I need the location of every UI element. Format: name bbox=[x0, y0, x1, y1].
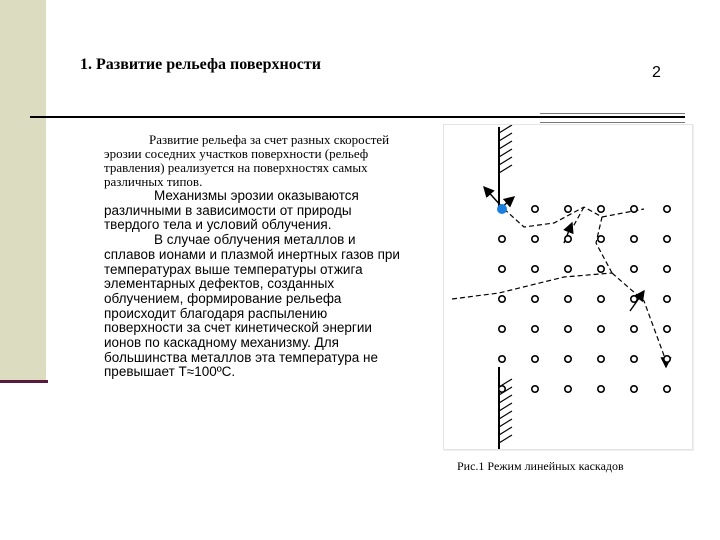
lattice-atom bbox=[631, 236, 637, 242]
lattice-atom bbox=[499, 266, 505, 272]
paragraph-irradiation: В случае облучения металлов и сплавов ионами и плазмой инертных газов при температурах выше температуры отжига элементарных дефектов, созданных облучением, формирование рельефа происходит благодаря распылению поверхности за счет кинетической энергии ионов по каскадному механизму. Для большинства металлов эта температура не превышает T≈100ºC. bbox=[104, 232, 400, 380]
lattice-atom bbox=[664, 206, 670, 212]
lattice-atom bbox=[565, 386, 571, 392]
lattice-atom bbox=[532, 356, 538, 362]
lattice-atom bbox=[631, 386, 637, 392]
lattice-atom bbox=[598, 296, 604, 302]
lattice-atom bbox=[565, 356, 571, 362]
lattice-atom bbox=[499, 386, 505, 392]
lattice-atom bbox=[499, 326, 505, 332]
lattice-atom bbox=[664, 326, 670, 332]
lattice-atom bbox=[631, 206, 637, 212]
lattice-atom bbox=[499, 296, 505, 302]
paragraph-relief: Развитие рельефа за счет разных скоростей эрозии соседних участков поверхности (рельеф травления) реализуется на поверхностях самых различных типов. bbox=[104, 132, 390, 189]
lattice-atom bbox=[598, 326, 604, 332]
title-divider-accent bbox=[540, 113, 685, 123]
lattice-atom bbox=[565, 296, 571, 302]
lattice-atom bbox=[565, 236, 571, 242]
cascade-figure bbox=[443, 124, 693, 450]
lattice-atom bbox=[598, 356, 604, 362]
lattice-atom bbox=[565, 326, 571, 332]
lattice-atom bbox=[664, 236, 670, 242]
paragraph-mechanisms: Механизмы эрозии оказываются различными в зависимости от природы твердого тела и условий облучения. bbox=[104, 188, 359, 233]
highlighted-surface-atom bbox=[497, 204, 507, 214]
page-number: 2 bbox=[652, 64, 661, 81]
slide-title: 1. Развитие рельефа поверхности bbox=[80, 56, 321, 73]
lattice-atom bbox=[532, 386, 538, 392]
lattice-atom bbox=[631, 266, 637, 272]
lattice-atom bbox=[598, 386, 604, 392]
lattice-atom bbox=[598, 266, 604, 272]
lattice-atom bbox=[598, 206, 604, 212]
lattice-atom bbox=[499, 356, 505, 362]
lattice-atom bbox=[565, 266, 571, 272]
sputtered-atom-arrows bbox=[484, 187, 666, 367]
lattice-atom bbox=[532, 236, 538, 242]
figure-caption: Рис.1 Режим линейных каскадов bbox=[457, 459, 624, 473]
lattice-atom bbox=[631, 356, 637, 362]
lattice-atom bbox=[499, 236, 505, 242]
lattice-atom bbox=[631, 326, 637, 332]
body-text bbox=[104, 133, 409, 380]
lattice-atom bbox=[598, 236, 604, 242]
lattice-atom bbox=[631, 296, 637, 302]
lattice-atom bbox=[565, 206, 571, 212]
top-surface-wall bbox=[499, 125, 512, 207]
side-accent-bar bbox=[0, 0, 46, 382]
lattice-atom bbox=[664, 386, 670, 392]
lattice-atom bbox=[664, 296, 670, 302]
lattice-atom bbox=[532, 296, 538, 302]
cascade-diagram bbox=[444, 125, 692, 449]
bottom-surface-wall bbox=[499, 367, 512, 449]
lattice-atoms bbox=[499, 206, 670, 392]
lattice-atom bbox=[532, 206, 538, 212]
side-accent-line bbox=[0, 380, 48, 383]
cascade-trajectories bbox=[452, 207, 666, 361]
lattice-atom bbox=[532, 266, 538, 272]
lattice-atom bbox=[664, 356, 670, 362]
lattice-atom bbox=[664, 266, 670, 272]
lattice-atom bbox=[532, 326, 538, 332]
